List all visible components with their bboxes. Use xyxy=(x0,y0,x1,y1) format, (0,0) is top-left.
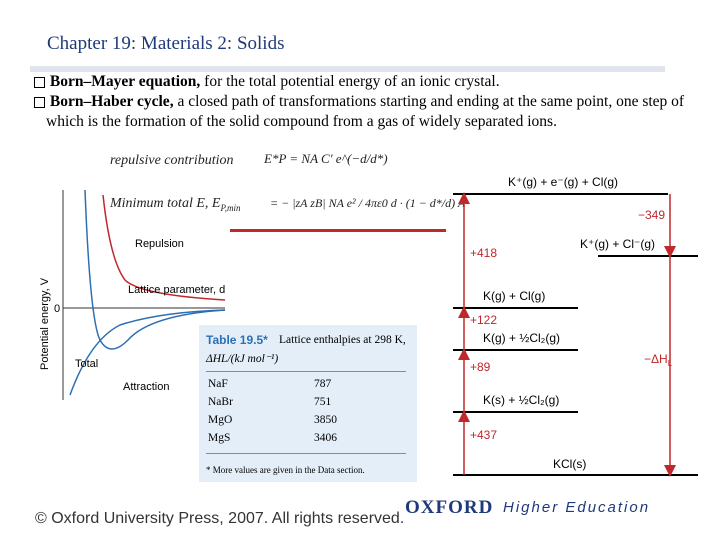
table-row-value: 3850 xyxy=(314,414,337,426)
table-heading: Table 19.5* xyxy=(206,333,268,347)
minimum-formula: = − |zA zB| NA e² / 4πε0 d · (1 − d*/d) A xyxy=(270,196,466,210)
table-row-value: 787 xyxy=(314,378,332,390)
level-k-solid-label: K(s) + ½Cl₂(g) xyxy=(483,393,560,407)
step-electron-affinity: −349 xyxy=(638,208,666,222)
higher-education-logo: Higher Education xyxy=(503,499,651,516)
red-underline xyxy=(230,229,446,232)
bullet-born-haber xyxy=(36,92,708,132)
bullet-text: for the total potential energy of an ionic crystal. xyxy=(200,73,500,90)
total-label: Total xyxy=(75,358,99,370)
level-ions-label: K⁺(g) + Cl⁻(g) xyxy=(580,237,656,251)
bullet-born-mayer xyxy=(36,72,708,92)
table-note: * More values are given in the Data section. xyxy=(206,465,365,475)
table-caption: Lattice enthalpies at 298 K, xyxy=(279,334,406,346)
lattice-enthalpy-table xyxy=(199,325,417,482)
lattice-label: Lattice parameter, d xyxy=(128,284,226,296)
repulsive-formula: E*P = NA C′ e^(−d/d*) xyxy=(264,151,388,166)
attraction-label: Attraction xyxy=(123,381,170,393)
zero-label: 0 xyxy=(54,303,61,315)
page-title: Chapter 19: Materials 2: Solids xyxy=(47,33,285,54)
table-row-compound: MgO xyxy=(208,414,233,426)
bullet-list xyxy=(36,72,708,132)
born-haber-cycle xyxy=(448,168,710,480)
bullet-text: a closed path of transformations starting and ending at the same point, one step of which is the formation of the solid compound from a gas of widely separated ions. xyxy=(46,93,685,130)
copyright-text: © Oxford University Press, 2007. All rights reserved. xyxy=(35,510,405,527)
level-kcl-label: KCl(s) xyxy=(553,457,587,471)
repulsion-label: Repulsion xyxy=(135,238,184,250)
oxford-logo: OXFORD xyxy=(405,497,494,518)
level-atoms-label: K(g) + Cl(g) xyxy=(483,289,546,303)
table-row-compound: MgS xyxy=(208,432,231,444)
step-ionization: +418 xyxy=(470,246,498,260)
table-rule xyxy=(206,453,406,454)
level-k-gas-label: K(g) + ½Cl₂(g) xyxy=(483,331,561,345)
step-lattice: $-\Delta H_L$ xyxy=(644,352,673,368)
table-caption-units: ΔHL/(kJ mol⁻¹) xyxy=(206,353,279,365)
table-row-value: 3406 xyxy=(314,432,337,444)
table-row-value: 751 xyxy=(314,396,332,408)
bullet-term: Born–Haber cycle, xyxy=(49,93,174,110)
step-formation: +437 xyxy=(470,428,498,442)
bullet-term: Born–Mayer equation, xyxy=(49,73,201,90)
bullet-square-icon xyxy=(34,97,45,108)
table-row-compound: NaBr xyxy=(208,396,233,408)
step-sublimation: +89 xyxy=(470,360,491,374)
level-top-label: K⁺(g) + e⁻(g) + Cl(g) xyxy=(508,175,619,189)
repulsive-label: repulsive contribution xyxy=(110,153,234,168)
step-dissociation: +122 xyxy=(470,313,498,327)
bullet-square-icon xyxy=(34,77,45,88)
y-axis-label: Potential energy, V xyxy=(39,277,51,370)
minimum-label: Minimum total E, $E_{P,min}$ xyxy=(110,196,241,213)
table-row-compound: NaF xyxy=(208,378,228,390)
table-rule xyxy=(206,371,406,372)
